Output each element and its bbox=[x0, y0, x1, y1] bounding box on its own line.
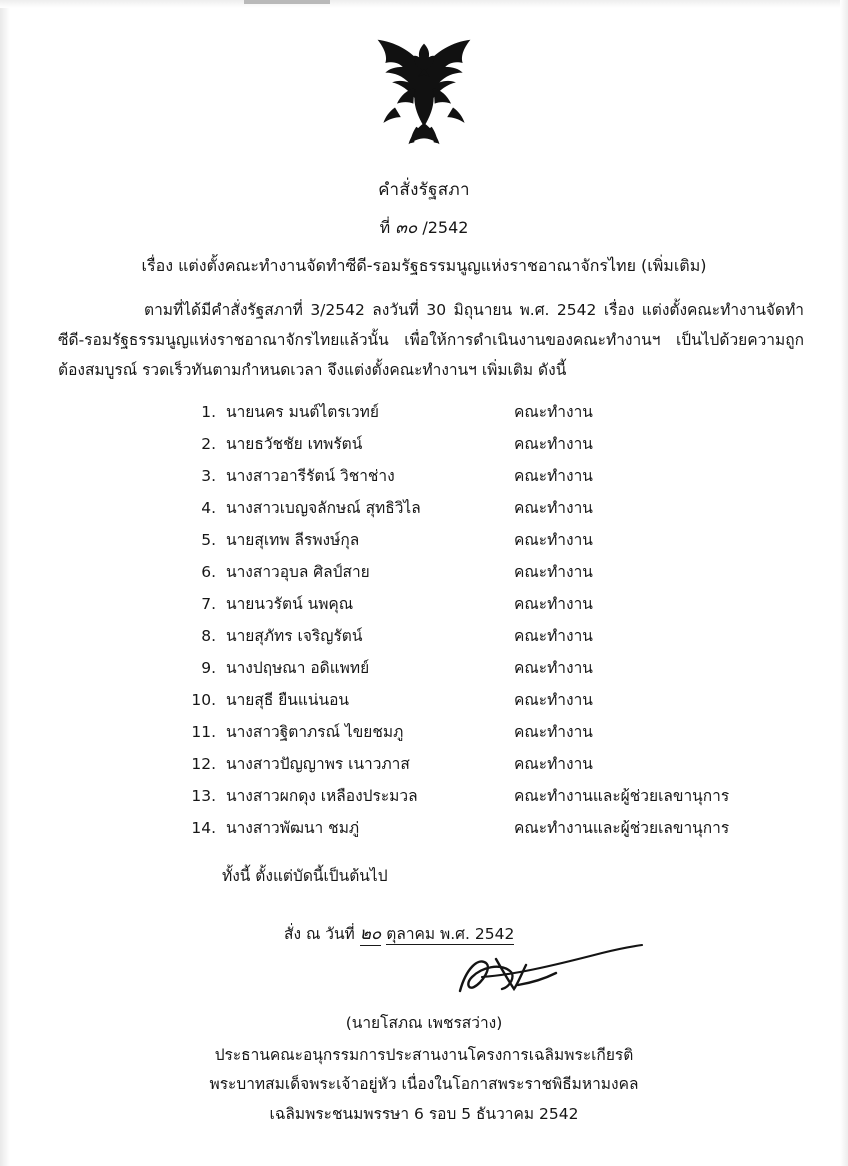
sign-date-suffix: ตุลาคม พ.ศ. 2542 bbox=[386, 924, 515, 943]
item-role: คณะทำงาน bbox=[514, 403, 593, 422]
item-role: คณะทำงาน bbox=[514, 563, 593, 582]
list-item bbox=[0, 533, 848, 549]
list-item bbox=[0, 629, 848, 645]
list-item bbox=[0, 821, 848, 837]
paragraph-text: ตามที่ได้มีคำสั่งรัฐสภาที่ 3/2542 ลงวันที่ 30 มิถุนายน พ.ศ. 2542 เรื่อง แต่งตั้งคณะทำงานจัดทำซีดี-รอมรัฐธรรมนูญแห่งราชอาณาจักรไทยแล้วนั้น เพื่อให้การดำเนินงานของคณะทำงานฯ เป็นไปด้วยความถูกต้องสมบูรณ์ รวดเร็วทันตามกำหนดเวลา จึงแต่งตั้งคณะทำงานฯ เพิ่มเติม ดังนี้ bbox=[58, 301, 804, 379]
closing-statement: ทั้งนี้ ตั้งแต่บัดนี้เป็นต้นไป bbox=[222, 866, 388, 885]
signer-title-line-1: ประธานคณะอนุกรรมการประสานงานโครงการเฉลิมพระเกียรติ bbox=[214, 1045, 634, 1064]
sign-date-handwritten: ๒๐ bbox=[359, 923, 382, 944]
list-item bbox=[0, 789, 848, 805]
item-name: นายนคร มนต์ไตรเวทย์ bbox=[226, 403, 379, 422]
title-block bbox=[0, 182, 848, 274]
document-number-suffix: /2542 bbox=[422, 218, 469, 237]
item-name: นางสาวฐิตาภรณ์ ไขยชมภู bbox=[226, 723, 404, 742]
item-role: คณะทำงาน bbox=[514, 755, 593, 774]
list-item bbox=[0, 725, 848, 741]
item-role: คณะทำงาน bbox=[514, 531, 593, 550]
item-number: 8. bbox=[201, 627, 216, 646]
item-number: 1. bbox=[201, 403, 216, 422]
item-number: 4. bbox=[201, 499, 216, 518]
item-role: คณะทำงาน bbox=[514, 595, 593, 614]
item-number: 9. bbox=[201, 659, 216, 678]
item-name: นางสาวอุบล ศิลป์สาย bbox=[226, 563, 370, 582]
list-item bbox=[0, 501, 848, 517]
document-subject-line bbox=[0, 258, 848, 274]
intro-paragraph bbox=[58, 296, 804, 385]
item-number: 11. bbox=[191, 723, 216, 742]
handwritten-signature-icon bbox=[452, 939, 652, 1009]
item-number: 13. bbox=[191, 787, 216, 806]
list-item bbox=[0, 405, 848, 421]
signer-block bbox=[0, 1009, 848, 1130]
sign-date-prefix: สั่ง ณ วันที่ bbox=[284, 924, 355, 943]
item-name: นางสาวอารีรัตน์ วิชาช่าง bbox=[226, 467, 395, 486]
item-role: คณะทำงาน bbox=[514, 691, 593, 710]
item-name: นายสุภัทร เจริญรัตน์ bbox=[226, 627, 363, 646]
signer-title-line-3: เฉลิมพระชนมพรรษา 6 รอบ 5 ธันวาคม 2542 bbox=[269, 1105, 579, 1123]
item-name: นายสุธี ยืนแน่นอน bbox=[226, 691, 349, 710]
list-item bbox=[0, 597, 848, 613]
signer-title-line-2: พระบาทสมเด็จพระเจ้าอยู่หัว เนื่องในโอกาสพระราชพิธีมหามงคล bbox=[209, 1075, 639, 1094]
signature-area bbox=[0, 945, 848, 1003]
item-name: นางปฤษณา อดิแพทย์ bbox=[226, 659, 370, 678]
item-number: 14. bbox=[191, 819, 216, 838]
item-role: คณะทำงาน bbox=[514, 467, 593, 486]
item-role: คณะทำงาน bbox=[514, 627, 593, 646]
member-list bbox=[0, 405, 848, 837]
item-name: นางสาวปัญญาพร เนาวภาส bbox=[226, 755, 410, 774]
document-number-prefix: ที่ bbox=[379, 218, 391, 237]
list-item bbox=[0, 437, 848, 453]
item-role: คณะทำงานและผู้ช่วยเลขานุการ bbox=[514, 787, 730, 806]
item-role: คณะทำงาน bbox=[514, 723, 593, 742]
list-item bbox=[0, 693, 848, 709]
subject-label: เรื่อง bbox=[141, 256, 173, 275]
item-name: นางสาวผกดุง เหลืองประมวล bbox=[226, 787, 418, 806]
document-number-handwritten: ๓๐ bbox=[395, 218, 418, 238]
item-name: นายสุเทพ ลีรพงษ์กุล bbox=[226, 531, 360, 550]
list-item bbox=[0, 565, 848, 581]
document-number bbox=[0, 220, 848, 237]
item-role: คณะทำงาน bbox=[514, 499, 593, 518]
item-number: 7. bbox=[201, 595, 216, 614]
item-role: คณะทำงานและผู้ช่วยเลขานุการ bbox=[514, 819, 730, 838]
list-item bbox=[0, 661, 848, 677]
list-item bbox=[0, 757, 848, 773]
signer-name: (นายโสภณ เพชรสว่าง) bbox=[345, 1013, 503, 1032]
list-item bbox=[0, 469, 848, 485]
item-number: 10. bbox=[191, 691, 216, 710]
item-role: คณะทำงาน bbox=[514, 659, 593, 678]
document-title: คำสั่งรัฐสภา bbox=[378, 180, 470, 200]
item-number: 2. bbox=[201, 435, 216, 454]
item-name: นางสาวพัฒนา ชมภู่ bbox=[226, 819, 360, 838]
item-number: 5. bbox=[201, 531, 216, 550]
item-number: 6. bbox=[201, 563, 216, 582]
item-number: 12. bbox=[191, 755, 216, 774]
item-name: นายธวัชชัย เทพรัตน์ bbox=[226, 435, 363, 454]
item-number: 3. bbox=[201, 467, 216, 486]
item-name: นายนวรัตน์ นพคุณ bbox=[226, 595, 354, 614]
subject-text: แต่งตั้งคณะทำงานจัดทำซีดี-รอมรัฐธรรมนูญแห่งราชอาณาจักรไทย (เพิ่มเติม) bbox=[178, 256, 707, 275]
item-role: คณะทำงาน bbox=[514, 435, 593, 454]
item-name: นางสาวเบญจลักษณ์ สุทธิวิไล bbox=[226, 499, 421, 518]
